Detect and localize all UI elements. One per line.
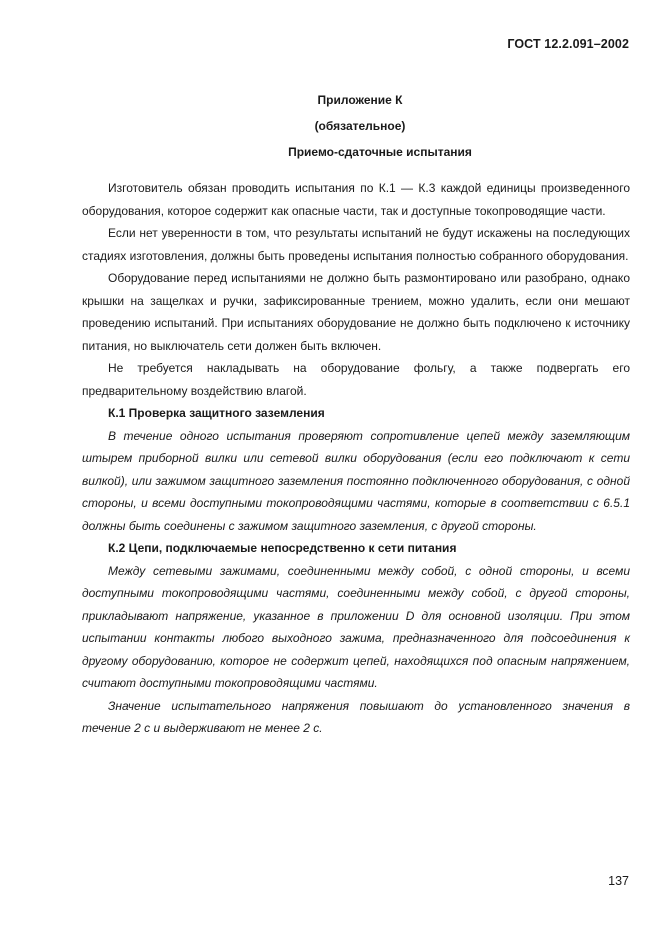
section-k2-voltage: Значение испытательного напряжения повышают до установленного значения в течение 2 с и выдерживают не менее 2 с. [82, 698, 630, 735]
section-k2-title: К.2 Цепи, подключаемые непосредственно к сети питания [108, 541, 457, 555]
paragraph-full-assembly-testing: Если нет уверенности в том, что результаты испытаний не будут искажены на последующих стадиях изготовления, должны быть проведены испытания полностью собранного оборудования. [82, 226, 630, 263]
section-k2-text: Между сетевыми зажимами, соединенными между собой, с одной стороны, и всеми доступными токопроводящими частями, соединенными между собой, с другой стороны, прикладывают напряжение, указанное в приложении D для основной изоляции. При этом испытании контакты любого выходного зажима, предназначенного для подсоединения к другому оборудованию, которое не содержит цепей, находящихся под опасным напряжением, считают доступными токопроводящими частями. [82, 563, 630, 690]
appendix-title: Приложение К [317, 93, 403, 107]
section-k1-title: К.1 Проверка защитного заземления [108, 406, 325, 420]
appendix-subject: Приемо-сдаточные испытания [288, 145, 472, 159]
page-number: 137 [608, 874, 629, 888]
paragraph-no-disassembly: Оборудование перед испытаниями не должно быть размонтировано или разобрано, однако крышки на защелках и ручки, зафиксированные трением, можно удалить, если они мешают проведению испытаний. При испытаниях оборудование не должно быть подключено к источнику питания, но выключатель сети должен быть включен. [82, 271, 630, 353]
standard-designation: ГОСТ 12.2.091–2002 [507, 37, 629, 51]
paragraph-no-foil: Не требуется накладывать на оборудование фольгу, а также подвергать его предварительному воздействию влагой. [82, 361, 630, 398]
appendix-status: (обязательное) [314, 119, 406, 133]
document-body [82, 177, 630, 740]
paragraph-manufacturer-obligation: Изготовитель обязан проводить испытания по К.1 — К.3 каждой единицы произведенного оборудования, которое содержит как опасные части, так и доступные токопроводящие части. [82, 181, 630, 218]
section-k1-text: В течение одного испытания проверяют сопротивление цепей между заземляющим штырем приборной вилки или сетевой вилки оборудования (если его подключают к сети вилкой), или зажимом защитного заземления постоянно подключенного оборудования, с одной стороны, и всеми доступными токопроводящими частями, которые в соответствии с 6.5.1 должны быть соединены с зажимом защитного заземления, с другой стороны. [82, 428, 630, 533]
